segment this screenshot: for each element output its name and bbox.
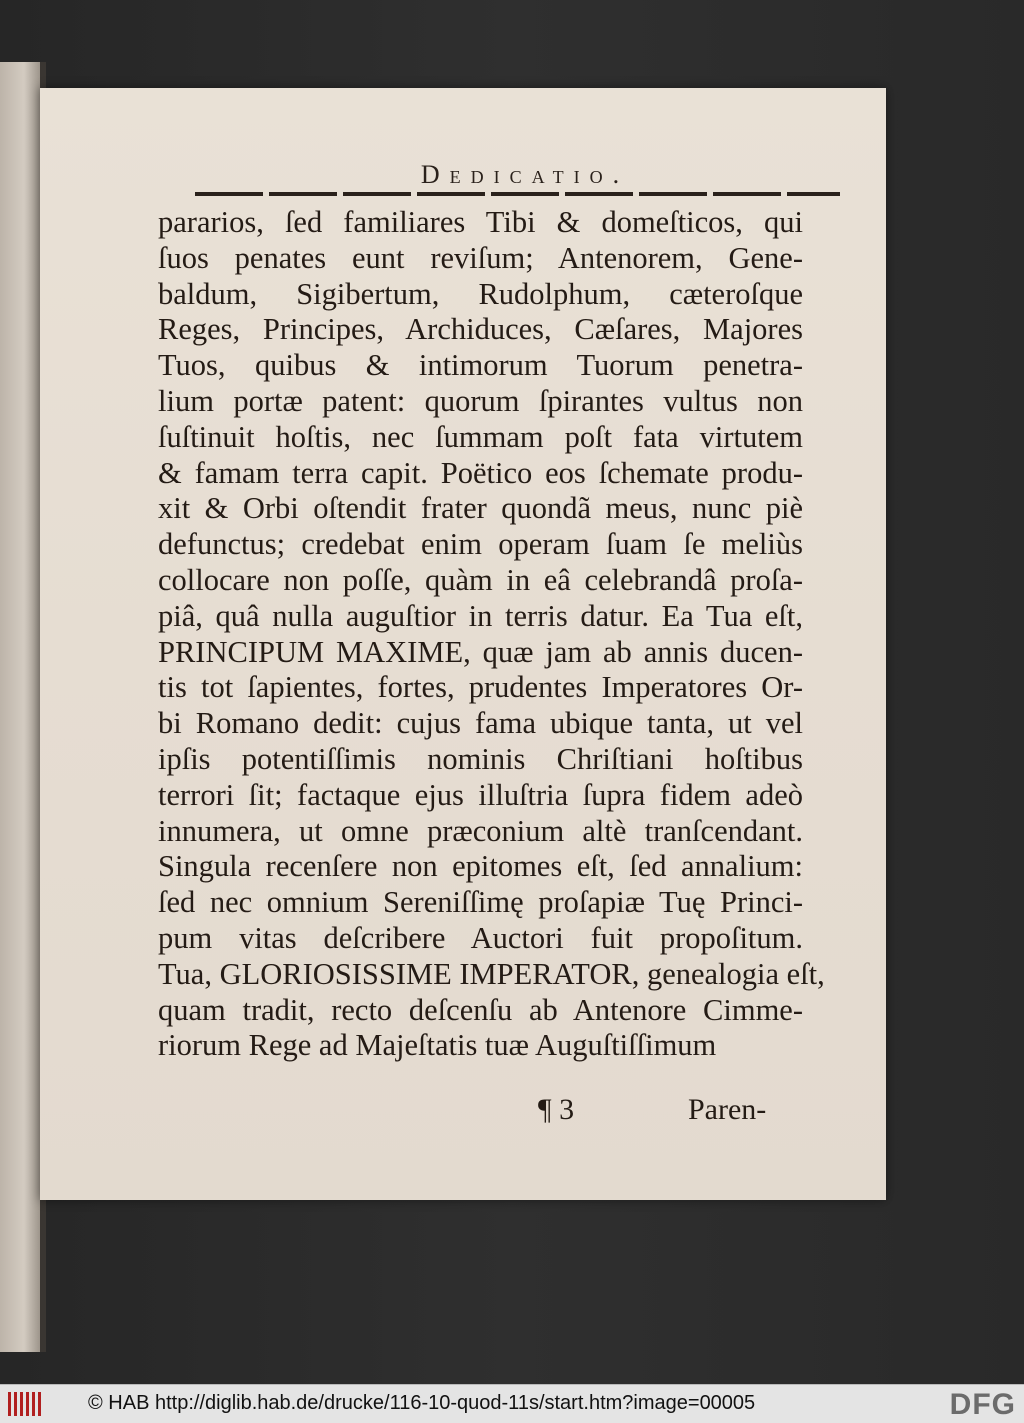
text-line: riorum Rege ad Majeſtatis tuæ Auguſtiſſimum (158, 1028, 717, 1063)
text-line: innumera, ut omne præconium altè tranſcendant. (158, 813, 803, 848)
page-text (158, 205, 825, 1064)
text-line: Reges, Principes, Archiduces, Cæſares, Majores (158, 312, 803, 347)
text-line: PRINCIPUM MAXIME, quæ jam ab annis ducen- (158, 634, 803, 669)
text-line: & famam terra capit. Poëtico eos ſchemate produ- (158, 455, 803, 490)
text-line: quam tradit, recto deſcenſu ab Antenore Cimme- (158, 992, 803, 1027)
text-line: ſuſtinuit hoſtis, nec ſummam poſt fata virtutem (158, 419, 803, 454)
text-line: collocare non poſſe, quàm in eâ celebrandâ proſa- (158, 562, 803, 597)
page-header: Dedicatio. (420, 160, 630, 189)
text-line: baldum, Sigibertum, Rudolphum, cæteroſque (158, 276, 803, 311)
text-line: ſuos penates eunt reviſum; Antenorem, Gene- (158, 240, 803, 275)
text-line: ipſis potentiſſimis nominis Chriſtiani hoſtibus (158, 741, 803, 776)
text-line: terrori ſit; factaque ejus illuſtria ſupra fidem adeò (158, 777, 803, 812)
text-line: lium portæ patent: quorum ſpirantes vultus non (158, 383, 803, 418)
dfg-logo: DFG (949, 1388, 1016, 1421)
left-page-edge (0, 62, 42, 1352)
page-footer (40, 1093, 886, 1133)
text-line: defunctus; credebat enim operam ſuam ſe meliùs (158, 527, 803, 562)
viewer-footer-bar (0, 1384, 1024, 1423)
text-line: Singula recenſere non epitomes eſt, ſed annalium: (158, 849, 803, 884)
text-line: bi Romano dedit: cujus fama ubique tanta, ut vel (158, 706, 803, 741)
catchword: Paren- (688, 1093, 767, 1126)
text-line: pum vitas deſcribere Auctori fuit propoſitum. (158, 920, 803, 955)
hab-logo-icon (8, 1392, 44, 1416)
copyright-link[interactable]: © HAB http://diglib.hab.de/drucke/116-10-quod-11s/start.htm?image=00005 (88, 1392, 756, 1414)
text-line: piâ, quâ nulla auguſtior in terris datur. Ea Tua eſt, (158, 598, 803, 633)
header-rule (195, 192, 840, 196)
text-line: pararios, ſed familiares Tibi & domeſticos, qui (158, 205, 803, 239)
text-line: ſed nec omnium Sereniſſimę proſapiæ Tuę Princi- (158, 885, 803, 920)
signature-mark: ¶ 3 (538, 1093, 575, 1126)
text-line: Tuos, quibus & intimorum Tuorum penetra- (158, 348, 803, 383)
text-line: xit & Orbi oſtendit frater quondã meus, nunc piè (158, 491, 803, 526)
text-line: tis tot ſapientes, fortes, prudentes Imperatores Or- (158, 670, 803, 705)
text-line: Tua, GLORIOSISSIME IMPERATOR, genealogia eſt, (158, 956, 825, 991)
book-page (40, 88, 886, 1200)
